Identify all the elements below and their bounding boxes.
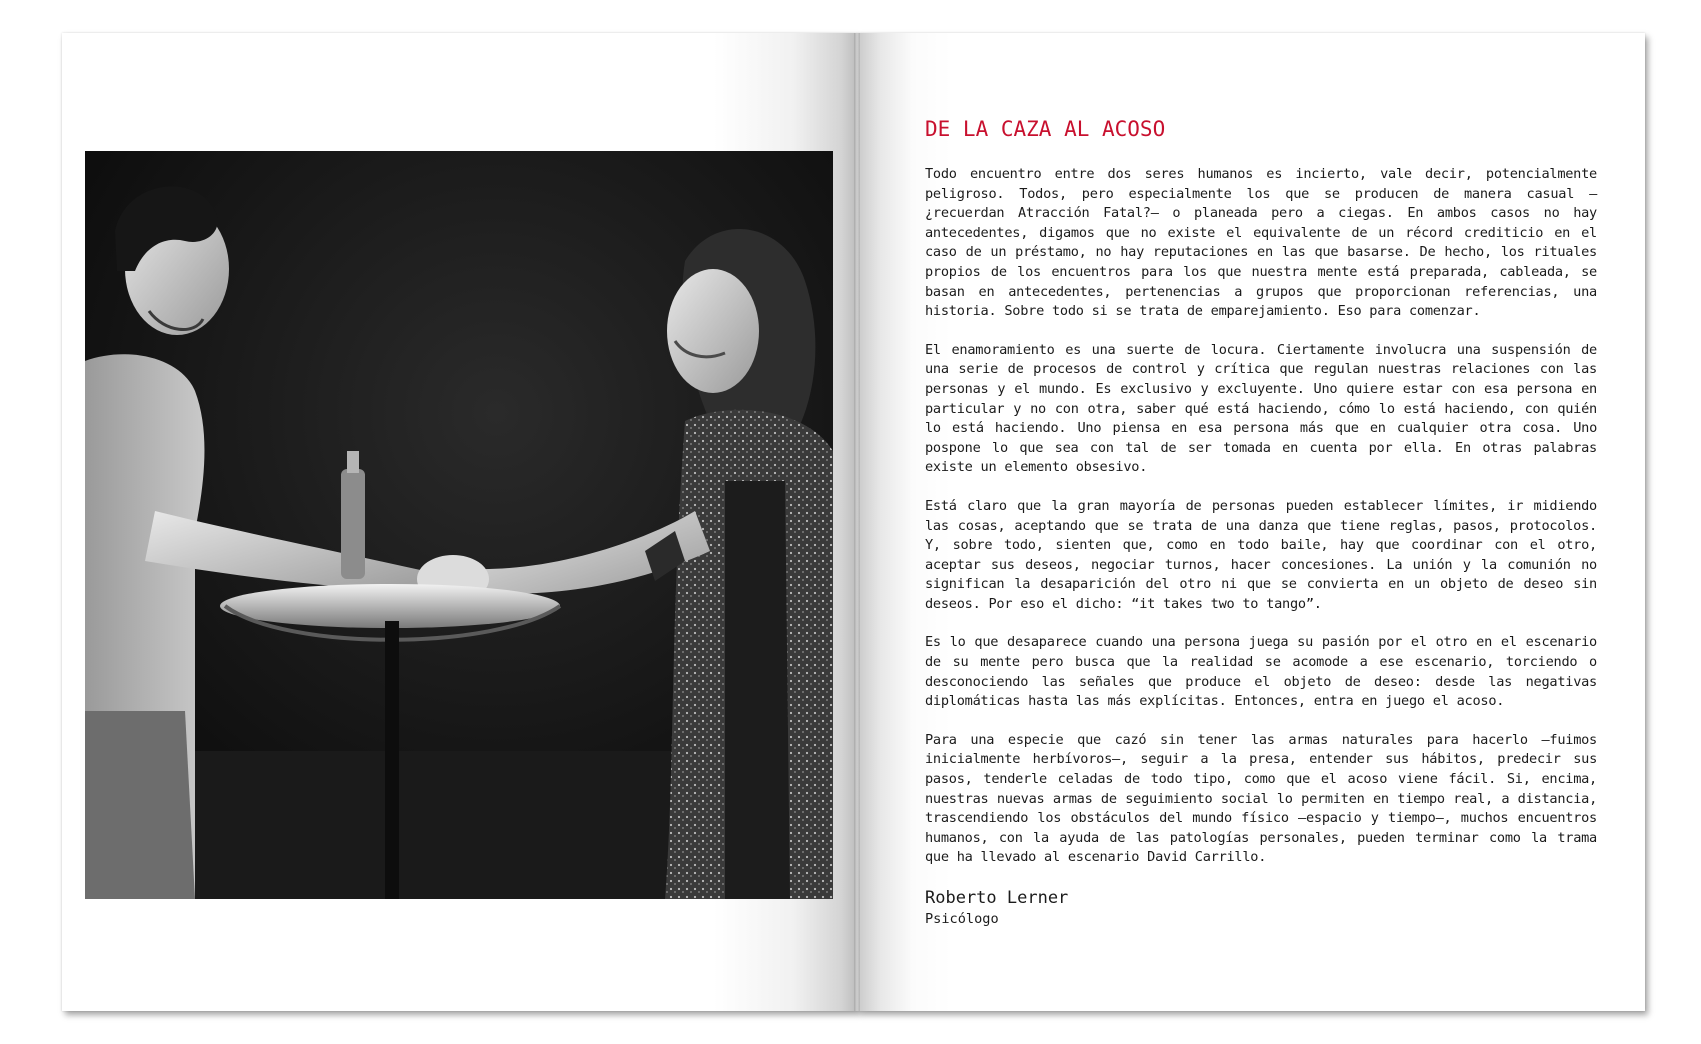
page-gutter	[854, 33, 860, 1011]
article-paragraph-4: Es lo que desaparece cuando una persona juega su pasión por el otro en el escenario de su mente pero busca que la realidad se acomode a ese escenario, torciendo o desconociendo las señales que produce el objeto de deseo: desde las negativas diplomáticas hasta las más explícitas. Entonces, entra en juego el acoso.	[925, 634, 1597, 710]
article-paragraph-3: Está claro que la gran mayoría de personas pueden establecer límites, ir midiendo las cosas, aceptando que se trata de una danza que tiene reglas, pasos, protocolos. Y, sobre todo, sienten que, como en todo baile, hay que coordinar con el otro, aceptar sus deseos, negociar turnos, hacer concesiones. La unión y la comunión no significan la desaparición del otro ni que se convierta en un objeto de deseo sin deseos. Por eso el dicho: “it takes two to tango”.	[925, 497, 1597, 612]
author-role: Psicólogo	[925, 911, 999, 927]
handshake-photo	[85, 151, 833, 899]
article	[925, 115, 1597, 929]
article-paragraph-1: Todo encuentro entre dos seres humanos es incierto, vale decir, potencialmente peligroso. Todos, pero especialmente los que se producen de manera casual —¿recuerdan Atracción Fatal?— o planeada pero a ciegas. En ambos casos no hay antecedentes, digamos que no existe el equivalente de un récord crediticio en el caso de un préstamo, no hay reputaciones en las que basarse. De hecho, los rituales propios de los encuentros para los que nuestra mente está preparada, cableada, se basan en antecedentes, pertenencias a grupos que proporcionan referencias, una historia. Sobre todo si se trata de emparejamiento. Eso para comenzar.	[925, 166, 1597, 320]
author-name: Roberto Lerner	[925, 888, 1069, 908]
article-paragraph-5: Para una especie que cazó sin tener las armas naturales para hacerlo —fuimos inicialmente herbívoros—, seguir a la presa, entender sus hábitos, predecir sus pasos, tenderle celadas de todo tipo, como que el acoso viene fácil. Si, encima, nuestras nuevas armas de seguimiento social lo permiten en tiempo real, a distancia, trascendiendo los obstáculos del mundo físico —espacio y tiempo—, muchos encuentros humanos, con la ayuda de las patologías personales, pueden terminar como la trama que ha llevado al escenario David Carrillo.	[925, 731, 1597, 866]
article-title: DE LA CAZA AL ACOSO	[925, 117, 1166, 141]
article-paragraph-2: El enamoramiento es una suerte de locura. Ciertamente involucra una suspensión de una serie de procesos de control y crítica que regulan nuestras relaciones con las personas y el mundo. Es exclusivo y excluyente. Uno quiere estar con esa persona en particular y no con otra, saber qué está haciendo, cómo lo está haciendo, con quién lo está haciendo. Uno piensa en esa persona más que en cualquier otra cosa. Uno pospone lo que sea con tal de ser tomada en cuenta por ella. En otras palabras existe un elemento obsesivo.	[925, 341, 1597, 476]
